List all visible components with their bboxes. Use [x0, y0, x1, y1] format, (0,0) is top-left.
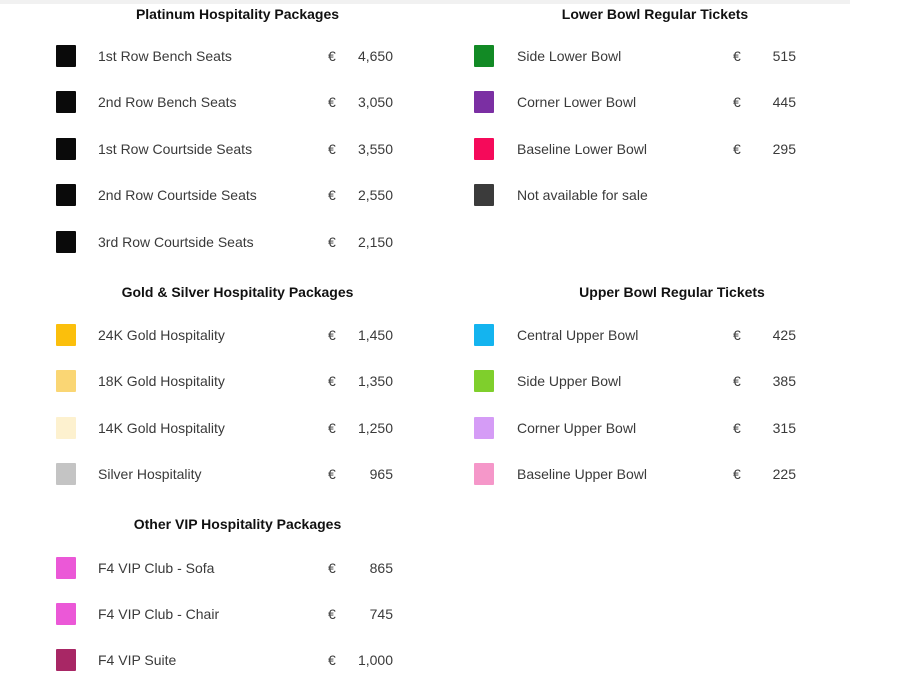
- color-swatch: [56, 184, 76, 206]
- package-label: 1st Row Courtside Seats: [98, 141, 253, 157]
- price-row: [56, 324, 406, 348]
- currency-symbol: €: [733, 94, 741, 110]
- package-price: 3,550: [357, 141, 393, 157]
- price-row: [474, 184, 814, 208]
- package-price: 865: [369, 560, 393, 576]
- package-label: Silver Hospitality: [98, 466, 202, 482]
- ticket-label: Side Lower Bowl: [517, 48, 622, 64]
- package-price: 745: [369, 606, 393, 622]
- currency-symbol: €: [328, 373, 336, 389]
- package-price: 1,450: [357, 327, 393, 343]
- currency-symbol: €: [733, 373, 741, 389]
- price-row: [56, 91, 406, 115]
- package-price: 1,250: [357, 420, 393, 436]
- package-price: 965: [369, 466, 393, 482]
- package-price: 4,650: [357, 48, 393, 64]
- currency-symbol: €: [328, 94, 336, 110]
- color-swatch: [56, 324, 76, 346]
- currency-symbol: €: [328, 187, 336, 203]
- color-swatch: [474, 138, 494, 160]
- currency-symbol: €: [328, 420, 336, 436]
- price-row: [56, 463, 406, 487]
- price-row: [474, 138, 814, 162]
- currency-symbol: €: [733, 48, 741, 64]
- currency-symbol: €: [328, 141, 336, 157]
- package-price: 1,000: [357, 652, 393, 668]
- ticket-label: Baseline Upper Bowl: [517, 466, 647, 482]
- ticket-label: Corner Lower Bowl: [517, 94, 637, 110]
- price-row: [474, 370, 814, 394]
- currency-symbol: €: [733, 327, 741, 343]
- currency-symbol: €: [733, 420, 741, 436]
- color-swatch: [56, 231, 76, 253]
- currency-symbol: €: [328, 466, 336, 482]
- package-label: 18K Gold Hospitality: [98, 373, 225, 389]
- section-title-gold-silver: Gold & Silver Hospitality Packages: [121, 284, 354, 300]
- section-title-upper-bowl: Upper Bowl Regular Tickets: [579, 284, 765, 300]
- package-label: 3rd Row Courtside Seats: [98, 234, 254, 250]
- price-row: [56, 45, 406, 69]
- color-swatch: [56, 370, 76, 392]
- section-title-platinum: Platinum Hospitality Packages: [135, 6, 340, 22]
- color-swatch: [474, 417, 494, 439]
- currency-symbol: €: [328, 327, 336, 343]
- top-divider: [0, 0, 850, 4]
- price-row: [474, 463, 814, 487]
- color-swatch: [56, 603, 76, 625]
- color-swatch: [56, 463, 76, 485]
- price-row: [474, 91, 814, 115]
- color-swatch: [56, 45, 76, 67]
- price-row: [56, 603, 406, 627]
- package-price: 2,550: [357, 187, 393, 203]
- price-row: [474, 417, 814, 441]
- currency-symbol: €: [328, 606, 336, 622]
- ticket-price: 295: [772, 141, 796, 157]
- currency-symbol: €: [733, 466, 741, 482]
- package-label: F4 VIP Suite: [98, 652, 177, 668]
- price-row: [56, 557, 406, 581]
- section-title-lower-bowl: Lower Bowl Regular Tickets: [561, 6, 749, 22]
- ticket-label: Not available for sale: [517, 187, 648, 203]
- price-row: [56, 184, 406, 208]
- price-row: [56, 649, 406, 673]
- package-price: 1,350: [357, 373, 393, 389]
- ticket-price: 315: [772, 420, 796, 436]
- currency-symbol: €: [328, 652, 336, 668]
- color-swatch: [474, 463, 494, 485]
- color-swatch: [56, 91, 76, 113]
- color-swatch: [474, 91, 494, 113]
- color-swatch: [56, 138, 76, 160]
- ticket-price: 385: [772, 373, 796, 389]
- ticket-label: Baseline Lower Bowl: [517, 141, 647, 157]
- ticket-price: 445: [772, 94, 796, 110]
- package-label: 2nd Row Courtside Seats: [98, 187, 257, 203]
- package-label: F4 VIP Club - Sofa: [98, 560, 215, 576]
- price-row: [56, 231, 406, 255]
- color-swatch: [56, 417, 76, 439]
- currency-symbol: €: [328, 560, 336, 576]
- ticket-label: Corner Upper Bowl: [517, 420, 637, 436]
- price-row: [56, 138, 406, 162]
- ticket-price: 425: [772, 327, 796, 343]
- ticket-price: 515: [772, 48, 796, 64]
- package-label: 14K Gold Hospitality: [98, 420, 225, 436]
- currency-symbol: €: [328, 48, 336, 64]
- currency-symbol: €: [733, 141, 741, 157]
- package-label: 1st Row Bench Seats: [98, 48, 232, 64]
- package-price: 2,150: [357, 234, 393, 250]
- ticket-label: Central Upper Bowl: [517, 327, 639, 343]
- section-title-other-vip: Other VIP Hospitality Packages: [133, 516, 342, 532]
- currency-symbol: €: [328, 234, 336, 250]
- price-row: [474, 45, 814, 69]
- color-swatch: [474, 45, 494, 67]
- package-label: 24K Gold Hospitality: [98, 327, 225, 343]
- color-swatch: [56, 557, 76, 579]
- color-swatch: [474, 370, 494, 392]
- color-swatch: [474, 324, 494, 346]
- package-label: F4 VIP Club - Chair: [98, 606, 220, 622]
- ticket-price: 225: [772, 466, 796, 482]
- price-row: [56, 417, 406, 441]
- color-swatch: [474, 184, 494, 206]
- color-swatch: [56, 649, 76, 671]
- price-row: [56, 370, 406, 394]
- price-row: [474, 324, 814, 348]
- package-price: 3,050: [357, 94, 393, 110]
- ticket-label: Side Upper Bowl: [517, 373, 622, 389]
- package-label: 2nd Row Bench Seats: [98, 94, 237, 110]
